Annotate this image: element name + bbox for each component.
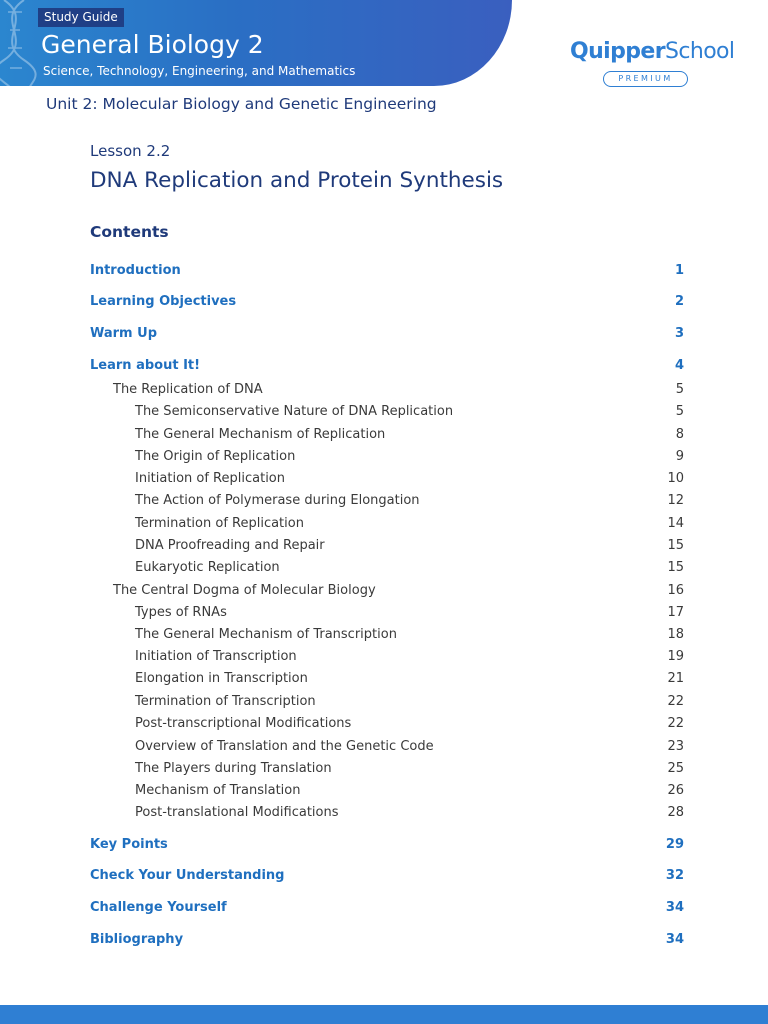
toc-entry-title[interactable]: Learning Objectives xyxy=(90,293,237,309)
toc-entry[interactable] xyxy=(90,897,684,917)
toc-entry-title[interactable]: Elongation in Transcription xyxy=(135,670,308,686)
toc-entry[interactable] xyxy=(90,646,684,666)
toc-entry-page: 23 xyxy=(667,738,684,754)
toc-entry-page: 22 xyxy=(667,715,684,731)
toc-entry-page: 5 xyxy=(675,381,684,397)
toc-entry[interactable] xyxy=(90,580,684,600)
toc-entry[interactable] xyxy=(90,557,684,577)
toc-entry[interactable] xyxy=(90,401,684,421)
course-subtitle: Science, Technology, Engineering, and Mathematics xyxy=(43,64,356,78)
toc-entry-page: 8 xyxy=(675,426,684,442)
toc-entry-page: 10 xyxy=(667,470,684,486)
toc-entry-title[interactable]: Post-transcriptional Modifications xyxy=(135,715,352,731)
toc-entry-page: 2 xyxy=(674,293,684,309)
toc-entry[interactable] xyxy=(90,758,684,778)
toc-entry[interactable] xyxy=(90,513,684,533)
toc-entry-title[interactable]: Introduction xyxy=(90,262,181,278)
toc-entry-title[interactable]: Learn about It! xyxy=(90,357,201,373)
toc-entry-title[interactable]: Challenge Yourself xyxy=(90,899,227,915)
toc-entry[interactable] xyxy=(90,535,684,555)
toc-entry-title[interactable]: The Replication of DNA xyxy=(113,381,263,397)
toc-entry-title[interactable]: Bibliography xyxy=(90,931,184,947)
toc-entry-page: 25 xyxy=(667,760,684,776)
quipper-school-logo xyxy=(570,38,735,83)
footer-bar xyxy=(0,1005,768,1024)
logo-text-quipper: Quipper xyxy=(570,39,665,64)
toc-entry[interactable] xyxy=(90,624,684,644)
toc-entry-title[interactable]: The General Mechanism of Replication xyxy=(135,426,386,442)
toc-entry[interactable] xyxy=(90,834,684,854)
toc-entry-page: 26 xyxy=(667,782,684,798)
premium-badge: PREMIUM xyxy=(603,71,688,87)
toc-entry-title[interactable]: Post-translational Modifications xyxy=(135,804,339,820)
toc-entry[interactable] xyxy=(90,379,684,399)
toc-entry[interactable] xyxy=(90,691,684,711)
toc-entry-title[interactable]: The Origin of Replication xyxy=(135,448,296,464)
toc-entry-page: 14 xyxy=(667,515,684,531)
toc-entry-page: 17 xyxy=(667,604,684,620)
toc-entry[interactable] xyxy=(90,929,684,949)
toc-entry-title[interactable]: Initiation of Replication xyxy=(135,470,285,486)
toc-entry-title[interactable]: Warm Up xyxy=(90,325,157,341)
toc-entry-page: 15 xyxy=(667,537,684,553)
toc-entry[interactable] xyxy=(90,668,684,688)
toc-entry[interactable] xyxy=(90,713,684,733)
toc-entry-page: 5 xyxy=(675,403,684,419)
toc-entry-title[interactable]: The Central Dogma of Molecular Biology xyxy=(113,582,376,598)
toc-entry[interactable] xyxy=(90,736,684,756)
toc-entry-page: 34 xyxy=(665,931,684,947)
toc-entry[interactable] xyxy=(90,780,684,800)
logo-text-school: School xyxy=(664,39,735,64)
toc-entry-page: 4 xyxy=(674,357,684,373)
toc-entry-page: 34 xyxy=(665,899,684,915)
toc-entry-page: 3 xyxy=(674,325,684,341)
toc-entry-page: 16 xyxy=(667,582,684,598)
toc-entry[interactable] xyxy=(90,490,684,510)
toc-entry-title[interactable]: The Semiconservative Nature of DNA Replication xyxy=(135,403,454,419)
toc-entry-title[interactable]: Check Your Understanding xyxy=(90,867,285,883)
toc-entry[interactable] xyxy=(90,424,684,444)
toc-entry-page: 22 xyxy=(667,693,684,709)
course-title: General Biology 2 xyxy=(41,30,264,59)
toc-entry[interactable] xyxy=(90,260,684,280)
toc-entry[interactable] xyxy=(90,291,684,311)
toc-entry-page: 12 xyxy=(667,492,684,508)
toc-entry[interactable] xyxy=(90,802,684,822)
toc-entry[interactable] xyxy=(90,865,684,885)
toc-entry-page: 29 xyxy=(665,836,684,852)
study-guide-badge: Study Guide xyxy=(38,8,124,27)
toc-entry[interactable] xyxy=(90,323,684,343)
contents-heading: Contents xyxy=(90,223,169,241)
toc-entry-page: 15 xyxy=(667,559,684,575)
toc-entry-title[interactable]: The General Mechanism of Transcription xyxy=(135,626,397,642)
toc-entry[interactable] xyxy=(90,602,684,622)
toc-entry[interactable] xyxy=(90,355,684,375)
toc-entry-page: 9 xyxy=(675,448,684,464)
toc-entry-title[interactable]: Mechanism of Translation xyxy=(135,782,301,798)
toc-entry-title[interactable]: DNA Proofreading and Repair xyxy=(135,537,325,553)
toc-entry-title[interactable]: The Action of Polymerase during Elongation xyxy=(135,492,420,508)
toc-entry[interactable] xyxy=(90,446,684,466)
toc-entry-title[interactable]: Overview of Translation and the Genetic Code xyxy=(135,738,434,754)
toc-entry-title[interactable]: Types of RNAs xyxy=(135,604,227,620)
toc-entry-page: 19 xyxy=(667,648,684,664)
toc-entry[interactable] xyxy=(90,468,684,488)
logo-wordmark xyxy=(570,38,735,66)
unit-title: Unit 2: Molecular Biology and Genetic Engineering xyxy=(46,95,437,113)
lesson-title: DNA Replication and Protein Synthesis xyxy=(90,168,504,193)
toc-entry-page: 32 xyxy=(665,867,684,883)
toc-entry-page: 1 xyxy=(674,262,684,278)
toc-entry-title[interactable]: Initiation of Transcription xyxy=(135,648,297,664)
lesson-label: Lesson 2.2 xyxy=(90,142,171,160)
toc-entry-title[interactable]: The Players during Translation xyxy=(135,760,332,776)
toc-entry-title[interactable]: Eukaryotic Replication xyxy=(135,559,280,575)
header-banner xyxy=(0,0,512,86)
toc-entry-title[interactable]: Key Points xyxy=(90,836,168,852)
toc-entry-title[interactable]: Termination of Transcription xyxy=(135,693,316,709)
toc-entry-page: 28 xyxy=(667,804,684,820)
toc-entry-title[interactable]: Termination of Replication xyxy=(135,515,304,531)
toc-entry-page: 18 xyxy=(667,626,684,642)
toc-entry-page: 21 xyxy=(667,670,684,686)
